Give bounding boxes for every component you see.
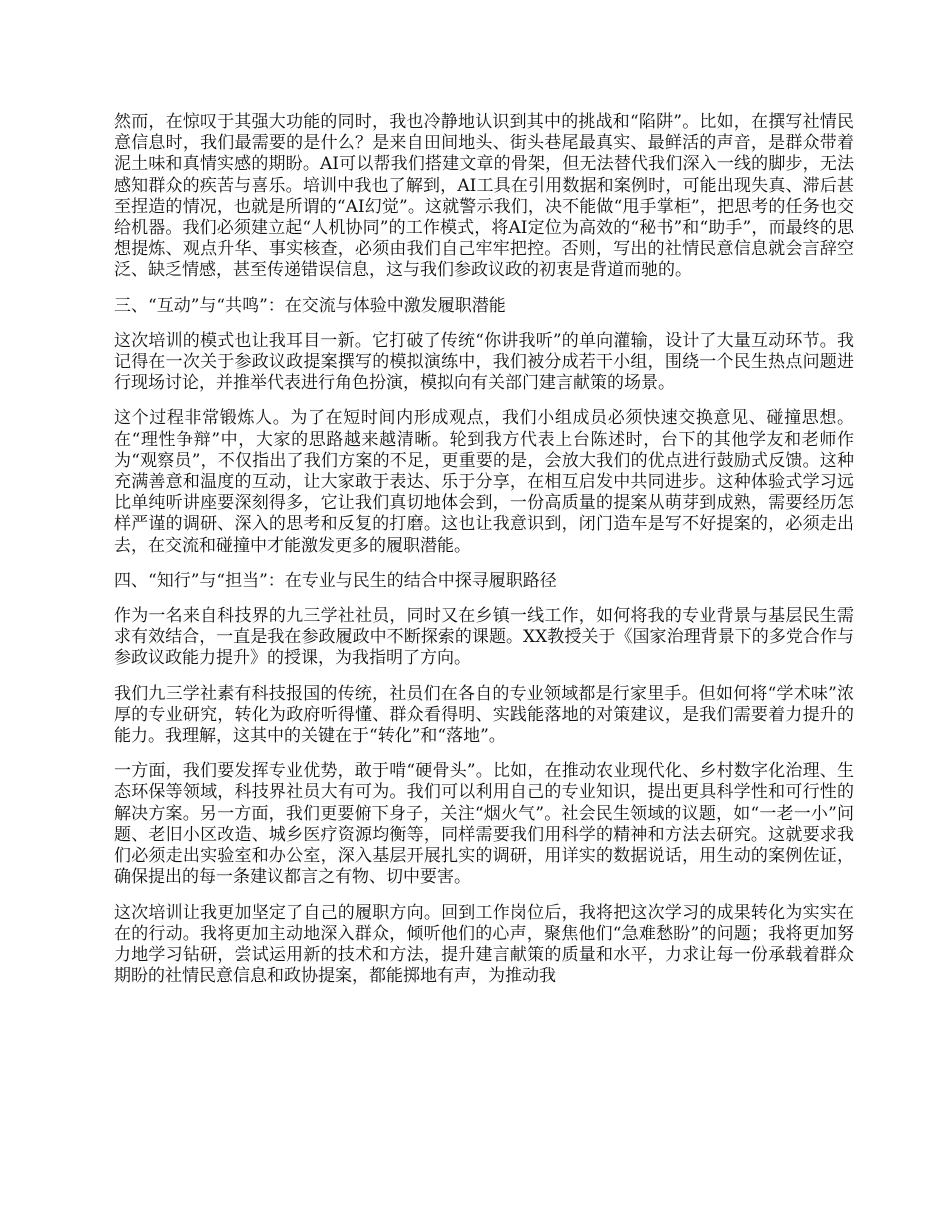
section-heading-3: 三、“互动”与“共鸣”：在交流与体验中激发履职潜能 [114,295,506,316]
paragraph-two-aspects: 一方面，我们要发挥专业优势，敢于啃“硬骨头”。比如，在推动农业现代化、乡村数字化治理、生态环保等领域，科技界社员大有可为。我们可以利用自己的专业知识，提出更具科学性和可行性的解决方案。另一方面，我们更要俯下身子，关注“烟火气”。社会民生领域的议题，如“一老一小”问题、老旧小区改造、城乡医疗资源均衡等，同样需要我们用科学的精神和方法去研究。这就要求我们必须走出实验室和办公室，深入基层开展扎实的调研，用详实的数据说话，用生动的案例佐证，确保提出的每一条建议都言之有物、切中要害。 [114,761,854,888]
paragraph-conclusion: 这次培训让我更加坚定了自己的履职方向。回到工作岗位后，我将把这次学习的成果转化为实实在在的行动。我将更加主动地深入群众，倾听他们的心声，聚焦他们“急难愁盼”的问题；我将更加努力地学习钻研，尝试运用新的技术和方法，提升建言献策的质量和水平，力求让每一份承载着群众期盼的社情民意信息和政协提案，都能掷地有声，为推动我 [114,902,854,987]
document-body [114,112,854,1001]
paragraph-training-mode: 这次培训的模式也让我耳目一新。它打破了传统“你讲我听”的单向灌输，设计了大量互动环节。我记得在一次关于参政议政提案撰写的模拟演练中，我们被分成若干小组，围绕一个民生热点问题进行现场讨论，并推举代表进行角色扮演，模拟向有关部门建言献策的场景。 [114,330,854,394]
paragraph-exercise-process: 这个过程非常锻炼人。为了在短时间内形成观点，我们小组成员必须快速交换意见、碰撞思想。在“理性争辩”中，大家的思路越来越清晰。轮到我方代表上台陈述时，台下的其他学友和老师作为“观察员”，不仅指出了我们方案的不足，更重要的是，会放大我们的优点进行鼓励式反馈。这种充满善意和温度的互动，让大家敢于表达、乐于分享，在相互启发中共同进步。这种体验式学习远比单纯听讲座要深刻得多，它让我们真切地体会到，一份高质量的提案从萌芽到成熟，需要经历怎样严谨的调研、深入的思考和反复的打磨。这也让我意识到，闭门造车是写不好提案的，必须走出去，在交流和碰撞中才能激发更多的履职潜能。 [114,408,854,556]
paragraph-ai-challenges: 然而，在惊叹于其强大功能的同时，我也冷静地认识到其中的挑战和“陷阱”。比如，在撰写社情民意信息时，我们最需要的是什么？是来自田间地头、街头巷尾最真实、最鲜活的声音，是群众带着泥土味和真情实感的期盼。AI可以帮我们搭建文章的骨架，但无法替代我们深入一线的脚步，无法感知群众的疾苦与喜乐。培训中我也了解到，AI工具在引用数据和案例时，可能出现失真、滞后甚至捏造的情况，也就是所谓的“AI幻觉”。这就警示我们，决不能做“甩手掌柜”，把思考的任务也交给机器。我们必须建立起“人机协同”的工作模式，将AI定位为高效的“秘书”和“助手”，而最终的思想提炼、观点升华、事实核查，必须由我们自己牢牢把控。否则，写出的社情民意信息就会言辞空泛、缺乏情感，甚至传递错误信息，这与我们参政议政的初衷是背道而驰的。 [114,112,854,281]
paragraph-background: 作为一名来自科技界的九三学社社员，同时又在乡镇一线工作，如何将我的专业背景与基层民生需求有效结合，一直是我在参政履政中不断探索的课题。XX教授关于《国家治理背景下的多党合作与参政议政能力提升》的授课，为我指明了方向。 [114,606,854,669]
section-heading-4: 四、“知行”与“担当”：在专业与民生的结合中探寻履职路径 [114,570,557,591]
paragraph-tradition: 我们九三学社素有科技报国的传统，社员们在各自的专业领域都是行家里手。但如何将“学术味”浓厚的专业研究，转化为政府听得懂、群众看得明、实践能落地的对策建议，是我们需要着力提升的能力。我理解，这其中的关键在于“转化”和“落地”。 [114,683,854,747]
